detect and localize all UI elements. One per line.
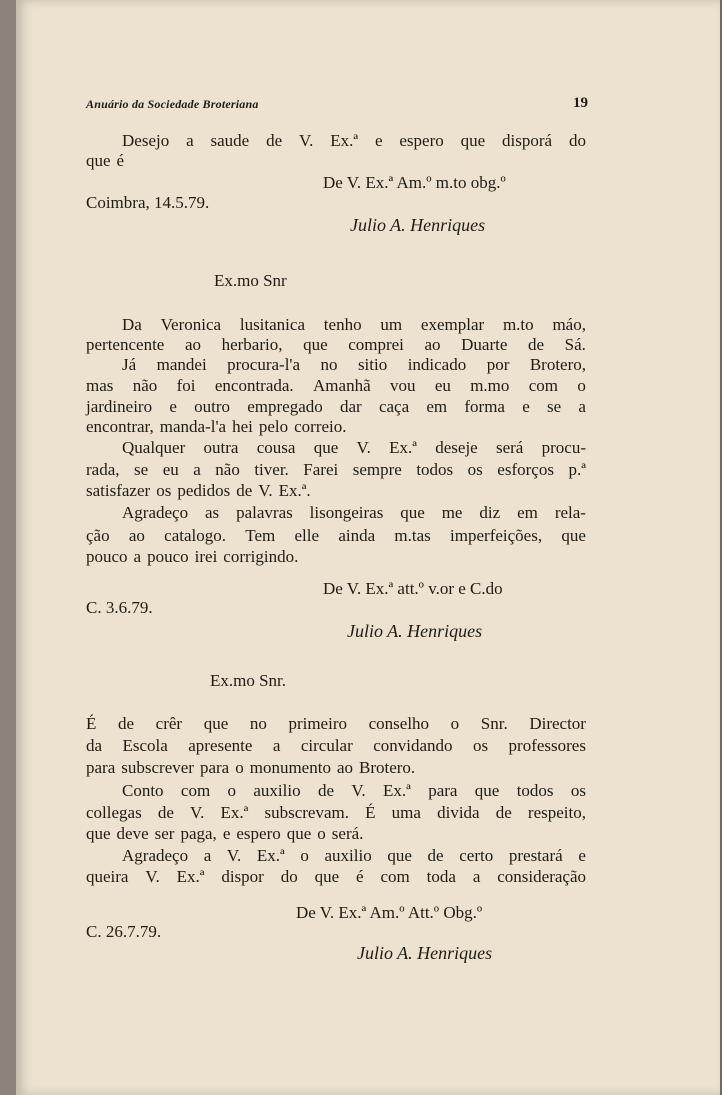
- text-line: [86, 151, 124, 171]
- word: herbario,: [221, 335, 283, 354]
- word: elle: [294, 526, 320, 545]
- word: correio.: [294, 417, 347, 436]
- word: da: [86, 736, 103, 755]
- word: com: [528, 376, 559, 395]
- word: em: [517, 503, 538, 522]
- letter-2-closing: De V. Ex.ª att.º v.or e C.do: [323, 579, 503, 598]
- word: Director: [529, 714, 586, 733]
- word: V.: [356, 438, 371, 457]
- word: mandei: [156, 355, 207, 374]
- word: no: [320, 355, 338, 374]
- letter-2-salutation: Ex.mo Snr: [214, 271, 287, 290]
- word: que: [313, 438, 339, 457]
- text-line: [86, 736, 586, 756]
- text-line: [86, 547, 298, 567]
- word: o: [450, 714, 460, 733]
- word: todos: [516, 781, 554, 800]
- text-line: [122, 438, 586, 458]
- word: para: [199, 758, 230, 777]
- letter-2-signature: Julio A. Henriques: [347, 621, 483, 641]
- word: Ex.ª: [256, 846, 285, 865]
- word: Já: [122, 355, 137, 374]
- word: o: [300, 846, 309, 865]
- word: m.to: [502, 315, 534, 334]
- word: respeito,: [527, 803, 586, 822]
- word: que: [387, 846, 412, 865]
- word: disporá: [502, 131, 553, 150]
- word: diz: [479, 503, 501, 522]
- word: máo,: [552, 315, 586, 334]
- word: vou: [389, 376, 416, 395]
- word: professores: [508, 736, 586, 755]
- word: eu: [434, 376, 451, 395]
- word: mas: [86, 376, 114, 395]
- word: ao: [184, 335, 201, 354]
- word: Qualquer: [122, 438, 186, 457]
- word: foi: [176, 376, 196, 395]
- word: pouco: [86, 547, 128, 566]
- word: irei: [194, 547, 218, 566]
- word: convidando: [373, 736, 453, 755]
- word: Ex.ª: [383, 781, 411, 800]
- word: toda: [426, 867, 456, 886]
- word: Ex.ª.: [278, 481, 311, 500]
- word: outra: [203, 438, 239, 457]
- word: Brotero.: [359, 758, 416, 777]
- word: Agradeço: [122, 503, 189, 522]
- word: Escola: [122, 736, 168, 755]
- word: do: [280, 867, 298, 886]
- word: Veronica: [160, 315, 222, 334]
- word: que: [303, 335, 328, 354]
- word: de: [317, 781, 334, 800]
- word: Da: [122, 315, 142, 334]
- word: deseje: [435, 438, 478, 457]
- word: encontrada.: [214, 376, 294, 395]
- text-line: [122, 503, 586, 523]
- text-line: [86, 335, 586, 355]
- word: V.: [299, 131, 314, 150]
- word: a: [578, 397, 586, 416]
- word: lusitanica: [239, 315, 305, 334]
- word: corrigindo.: [223, 547, 299, 566]
- word: procura-l'a: [227, 355, 301, 374]
- word: caça: [378, 397, 410, 416]
- word: Ex.ª: [330, 131, 359, 150]
- letter-3-place-date: C. 26.7.79.: [86, 922, 162, 941]
- word: divida: [437, 803, 480, 822]
- word: que: [286, 824, 312, 843]
- word: auxilio: [324, 846, 372, 865]
- word: no: [249, 714, 267, 733]
- word: deve: [116, 824, 149, 843]
- text-line: [86, 397, 586, 417]
- letter-1-place-date: Coimbra, 14.5.79.: [86, 193, 210, 212]
- word: dispor: [221, 867, 264, 886]
- word: se: [547, 397, 562, 416]
- word: todos: [416, 460, 454, 479]
- word: é: [116, 151, 125, 170]
- book-gutter: [0, 0, 16, 1095]
- word: queira: [86, 867, 129, 886]
- word: de: [495, 803, 512, 822]
- word: ao: [336, 758, 353, 777]
- word: tenho: [323, 315, 362, 334]
- word: Snr.: [480, 714, 508, 733]
- word: e: [578, 846, 586, 865]
- word: é: [356, 867, 364, 886]
- word: satisfazer: [86, 481, 151, 500]
- word: lisongeiras: [309, 503, 384, 522]
- word: o: [317, 824, 326, 843]
- word: Brotero,: [529, 355, 586, 374]
- word: a: [193, 460, 201, 479]
- word: a: [472, 867, 481, 886]
- word: Agradeço: [122, 846, 189, 865]
- word: consideração: [497, 867, 586, 886]
- text-line: [86, 714, 586, 734]
- word: do: [568, 131, 586, 150]
- word: a: [203, 846, 212, 865]
- word: será: [495, 438, 524, 457]
- word: É: [86, 714, 97, 733]
- word: a: [186, 131, 194, 150]
- letter-2-place-date: C. 3.6.79.: [86, 598, 153, 617]
- word: manda-l'a: [159, 417, 227, 436]
- letter-1-signature: Julio A. Henriques: [350, 215, 486, 235]
- word: jardineiro: [86, 397, 153, 416]
- word: Farei: [303, 460, 339, 479]
- word: rada,: [86, 460, 120, 479]
- word: certo: [459, 846, 494, 865]
- word: e: [522, 397, 530, 416]
- word: espero: [236, 824, 281, 843]
- word: ao: [128, 526, 145, 545]
- word: e: [169, 397, 177, 416]
- word: para: [86, 758, 116, 777]
- word: Desejo: [122, 131, 170, 150]
- word: V.: [226, 846, 242, 865]
- word: que: [86, 151, 111, 170]
- word: e: [222, 824, 231, 843]
- word: saude: [210, 131, 250, 150]
- word: rela-: [554, 503, 586, 522]
- word: exemplar: [420, 315, 485, 334]
- text-line: [86, 803, 586, 823]
- word: será.: [331, 824, 364, 843]
- word: que: [86, 824, 111, 843]
- word: de: [266, 131, 283, 150]
- word: de: [118, 714, 135, 733]
- letter-3-signature: Julio A. Henriques: [357, 943, 493, 963]
- word: de: [427, 846, 444, 865]
- word: não: [132, 376, 158, 395]
- letter-3-closing: De V. Ex.ª Am.º Att.º Obg.º: [296, 903, 483, 922]
- word: o: [227, 781, 237, 800]
- word: não: [215, 460, 240, 479]
- word: para: [428, 781, 458, 800]
- word: me: [441, 503, 463, 522]
- text-line: [122, 131, 586, 151]
- word: circular: [300, 736, 353, 755]
- word: conselho: [368, 714, 430, 733]
- word: de: [157, 803, 174, 822]
- word: empregado: [247, 397, 323, 416]
- letter-1-closing: De V. Ex.ª Am.º m.to obg.º: [323, 173, 506, 192]
- word: com: [380, 867, 410, 886]
- word: pouco: [147, 547, 189, 566]
- word: Ex.ª: [220, 803, 249, 822]
- text-line: [86, 376, 586, 396]
- word: esforços: [497, 460, 554, 479]
- text-line: [86, 758, 415, 778]
- text-line: [86, 460, 586, 480]
- word: em: [426, 397, 448, 416]
- word: que: [314, 867, 340, 886]
- word: subscrevam.: [264, 803, 349, 822]
- text-line: [86, 417, 347, 437]
- word: outro: [194, 397, 230, 416]
- word: crêr: [155, 714, 183, 733]
- word: É: [365, 803, 376, 822]
- word: por: [486, 355, 510, 374]
- word: m.tas: [394, 526, 431, 545]
- word: os: [472, 736, 489, 755]
- word: dar: [340, 397, 362, 416]
- page-number: 19: [573, 95, 588, 111]
- word: que: [561, 526, 586, 545]
- word: forma: [464, 397, 505, 416]
- word: um: [380, 315, 403, 334]
- word: que: [203, 714, 229, 733]
- word: pertencente: [86, 335, 165, 354]
- word: prestará: [508, 846, 563, 865]
- word: a: [272, 736, 281, 755]
- word: Conto: [122, 781, 164, 800]
- word: ser: [154, 824, 175, 843]
- word: os: [467, 460, 483, 479]
- text-line: [86, 824, 363, 844]
- word: subscrever: [121, 758, 194, 777]
- word: eu: [162, 460, 179, 479]
- word: palavras: [236, 503, 293, 522]
- word: encontrar,: [86, 417, 154, 436]
- word: uma: [391, 803, 421, 822]
- word: tiver.: [254, 460, 289, 479]
- word: as: [205, 503, 220, 522]
- text-line: [86, 526, 586, 546]
- word: Sá.: [564, 335, 586, 354]
- running-title: Anuário da Sociedade Broteriana: [86, 97, 259, 111]
- word: Duarte: [461, 335, 508, 354]
- word: V.: [190, 803, 205, 822]
- text-line: [122, 315, 586, 335]
- word: ainda: [338, 526, 376, 545]
- text-line: [86, 867, 586, 887]
- word: que: [460, 131, 486, 150]
- word: collegas: [86, 803, 142, 822]
- text-line: [122, 781, 586, 801]
- word: se: [134, 460, 149, 479]
- word: V.: [145, 867, 160, 886]
- word: sempre: [352, 460, 402, 479]
- word: os: [156, 481, 172, 500]
- text-line: [122, 846, 586, 866]
- word: indicado: [407, 355, 467, 374]
- word: Ex.ª: [389, 438, 417, 457]
- word: primeiro: [288, 714, 347, 733]
- word: paga,: [180, 824, 217, 843]
- word: sitio: [357, 355, 388, 374]
- word: comprei: [348, 335, 404, 354]
- text-line: [122, 355, 586, 375]
- word: catalogo.: [164, 526, 227, 545]
- word: p.ª: [568, 460, 586, 479]
- word: que: [400, 503, 425, 522]
- word: de: [528, 335, 545, 354]
- word: V.: [351, 781, 366, 800]
- word: espero: [399, 131, 444, 150]
- word: auxilio: [253, 781, 301, 800]
- word: V.: [258, 481, 273, 500]
- letter-3-salutation: Ex.mo Snr.: [210, 671, 287, 690]
- word: a: [133, 547, 142, 566]
- word: que: [474, 781, 500, 800]
- word: pelo: [258, 417, 289, 436]
- word: m.mo: [470, 376, 510, 395]
- word: o: [235, 758, 244, 777]
- text-line: [86, 481, 311, 501]
- word: o: [577, 376, 586, 395]
- word: Ex.ª: [176, 867, 205, 886]
- word: imperfeições,: [450, 526, 543, 545]
- word: de: [236, 481, 253, 500]
- word: Amanhã: [313, 376, 371, 395]
- word: procu-: [541, 438, 586, 457]
- word: ção: [86, 526, 110, 545]
- word: apresente: [188, 736, 253, 755]
- word: monumento: [249, 758, 331, 777]
- word: cousa: [256, 438, 296, 457]
- word: os: [570, 781, 586, 800]
- word: ao: [424, 335, 441, 354]
- word: com: [180, 781, 211, 800]
- word: pedidos: [177, 481, 231, 500]
- word: hei: [232, 417, 253, 436]
- word: e: [374, 131, 383, 150]
- word: Tem: [245, 526, 276, 545]
